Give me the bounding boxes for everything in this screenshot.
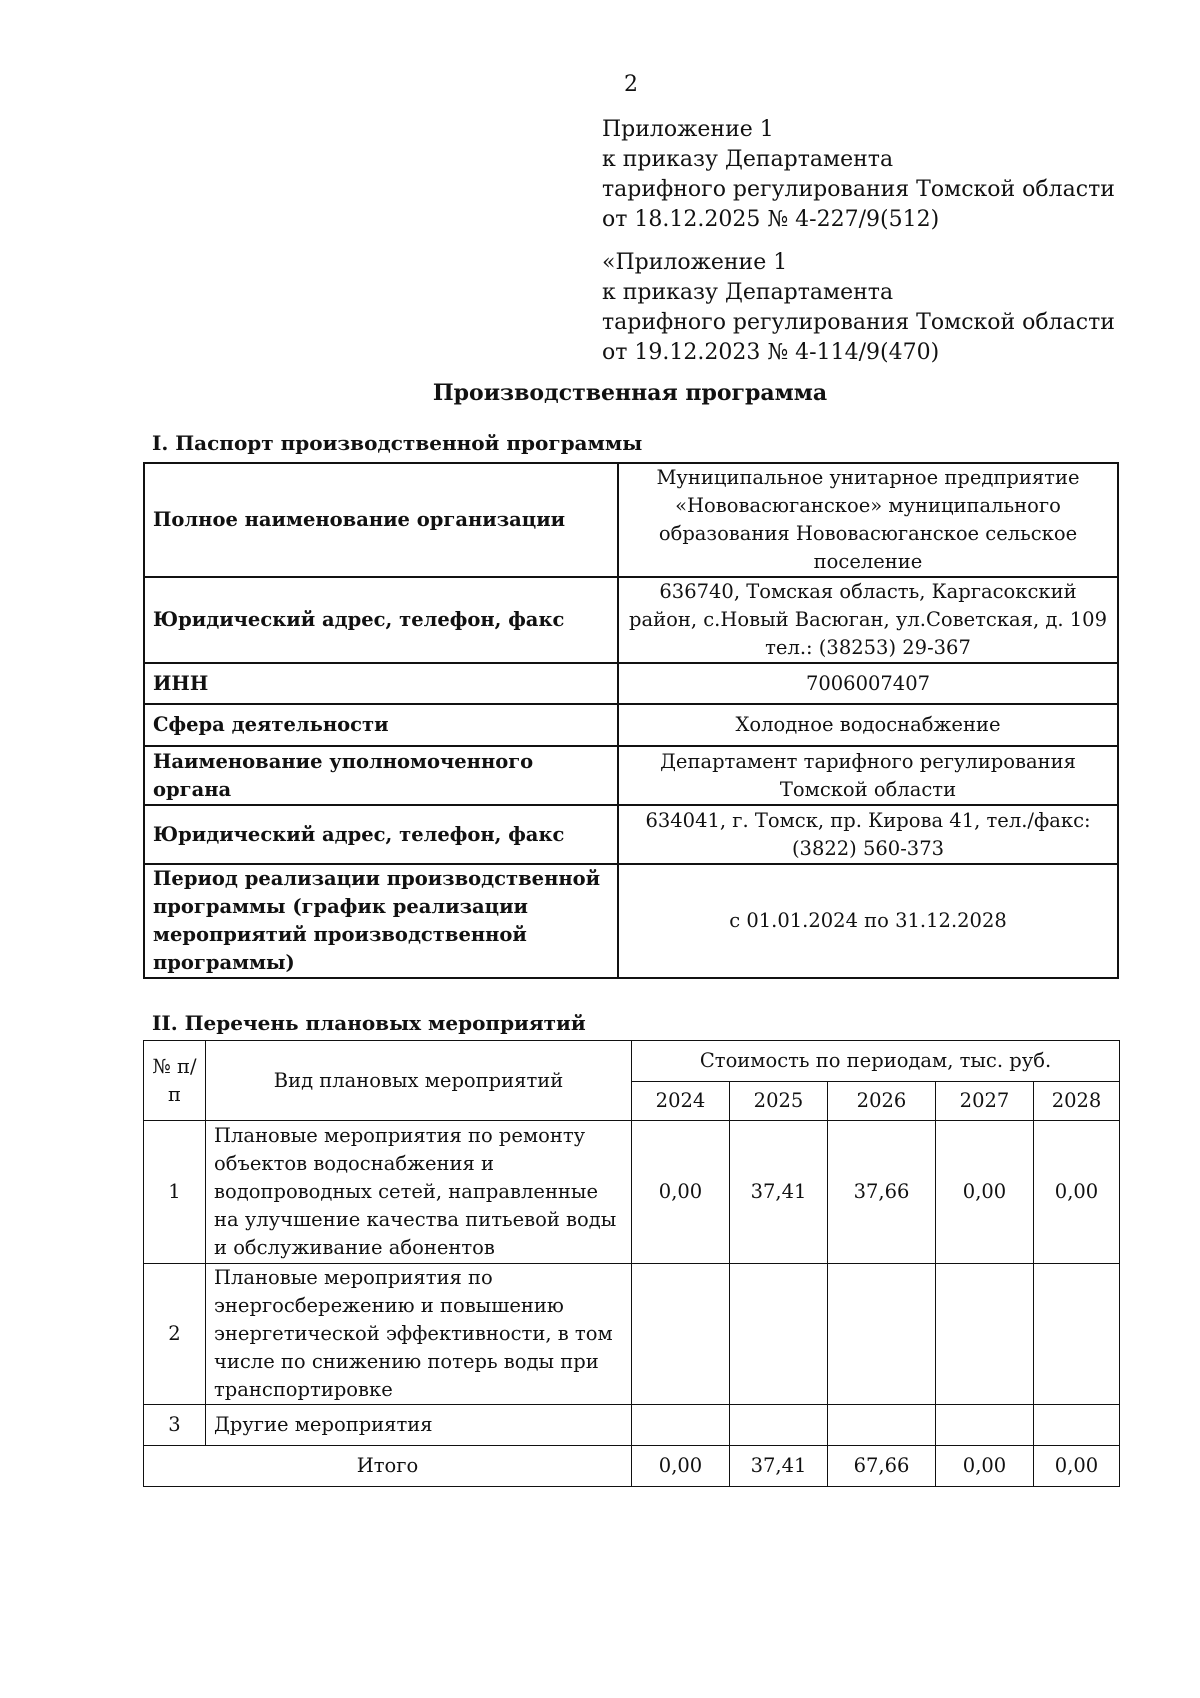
passport-label: ИНН — [144, 663, 618, 704]
passport-value: с 01.01.2024 по 31.12.2028 — [618, 864, 1118, 978]
row-value — [936, 1405, 1034, 1446]
row-value: 0,00 — [632, 1121, 730, 1264]
row-value — [1034, 1405, 1120, 1446]
total-label: Итого — [144, 1446, 632, 1487]
header-year: 2025 — [730, 1082, 828, 1121]
approval-block-previous — [602, 248, 1115, 368]
row-number: 1 — [144, 1121, 206, 1264]
table-row — [144, 577, 1118, 663]
table-row — [144, 663, 1118, 704]
row-number: 3 — [144, 1405, 206, 1446]
approval-block-current — [602, 115, 1115, 235]
total-row — [144, 1446, 1120, 1487]
passport-label: Полное наименование организации — [144, 463, 618, 577]
passport-value: 634041, г. Томск, пр. Кирова 41, тел./факс: (3822) 560-373 — [618, 805, 1118, 864]
page-number: 2 — [624, 72, 638, 97]
approval-line: «Приложение 1 — [602, 250, 788, 275]
header-year: 2027 — [936, 1082, 1034, 1121]
document-title: Производственная программа — [432, 380, 828, 406]
total-value: 0,00 — [632, 1446, 730, 1487]
table-row — [144, 1405, 1120, 1446]
approval-line: от 18.12.2025 № 4-227/9(512) — [602, 207, 940, 232]
section-2-heading: II. Перечень плановых мероприятий — [152, 1011, 586, 1035]
passport-label: Период реализации производственной программы (график реализации мероприятий производственной программы) — [144, 864, 618, 978]
passport-value: Департамент тарифного регулирования Томской области — [618, 746, 1118, 805]
row-activity: Плановые мероприятия по ремонту объектов водоснабжения и водопроводных сетей, направленные на улучшение качества питьевой воды и обслуживание абонентов — [206, 1121, 632, 1264]
passport-value: Муниципальное унитарное предприятие «Нововасюганское» муниципального образования Нововасюганское сельское поселение — [618, 463, 1118, 577]
table-row — [144, 704, 1118, 746]
row-value — [1034, 1264, 1120, 1405]
row-value — [730, 1264, 828, 1405]
table-row — [144, 1264, 1120, 1405]
header-cost: Стоимость по периодам, тыс. руб. — [632, 1041, 1120, 1082]
row-activity: Другие мероприятия — [206, 1405, 632, 1446]
header-year: 2028 — [1034, 1082, 1120, 1121]
row-value — [632, 1405, 730, 1446]
approval-line: к приказу Департамента — [602, 280, 894, 305]
header-year: 2026 — [828, 1082, 936, 1121]
passport-label: Юридический адрес, телефон, факс — [144, 805, 618, 864]
table-row — [144, 1121, 1120, 1264]
table-row — [144, 805, 1118, 864]
header-year: 2024 — [632, 1082, 730, 1121]
approval-line: тарифного регулирования Томской области — [602, 310, 1115, 335]
header-number: № п/п — [144, 1041, 206, 1121]
row-value — [632, 1264, 730, 1405]
header-activity: Вид плановых мероприятий — [206, 1041, 632, 1121]
row-value: 0,00 — [936, 1121, 1034, 1264]
row-activity: Плановые мероприятия по энергосбережению и повышению энергетической эффективности, в том числе по снижению потерь воды при транспортировке — [206, 1264, 632, 1405]
approval-line: Приложение 1 — [602, 117, 774, 142]
passport-table — [143, 462, 1119, 979]
row-number: 2 — [144, 1264, 206, 1405]
activities-table — [143, 1040, 1120, 1487]
total-value: 37,41 — [730, 1446, 828, 1487]
approval-line: к приказу Департамента — [602, 147, 894, 172]
row-value — [828, 1405, 936, 1446]
passport-value: 7006007407 — [618, 663, 1118, 704]
row-value: 37,41 — [730, 1121, 828, 1264]
row-value — [936, 1264, 1034, 1405]
table-header-row — [144, 1041, 1120, 1082]
total-value: 0,00 — [936, 1446, 1034, 1487]
table-row — [144, 463, 1118, 577]
passport-label: Юридический адрес, телефон, факс — [144, 577, 618, 663]
passport-value: Холодное водоснабжение — [618, 704, 1118, 746]
row-value — [730, 1405, 828, 1446]
approval-line: от 19.12.2023 № 4-114/9(470) — [602, 340, 940, 365]
passport-label: Наименование уполномоченного органа — [144, 746, 618, 805]
total-value: 0,00 — [1034, 1446, 1120, 1487]
passport-value: 636740, Томская область, Каргасокский район, с.Новый Васюган, ул.Советская, д. 109 тел.: (38253) 29-367 — [618, 577, 1118, 663]
row-value: 37,66 — [828, 1121, 936, 1264]
table-row — [144, 746, 1118, 805]
row-value — [828, 1264, 936, 1405]
table-row — [144, 864, 1118, 978]
total-value: 67,66 — [828, 1446, 936, 1487]
passport-label: Сфера деятельности — [144, 704, 618, 746]
section-1-heading: I. Паспорт производственной программы — [152, 431, 643, 455]
approval-line: тарифного регулирования Томской области — [602, 177, 1115, 202]
row-value: 0,00 — [1034, 1121, 1120, 1264]
